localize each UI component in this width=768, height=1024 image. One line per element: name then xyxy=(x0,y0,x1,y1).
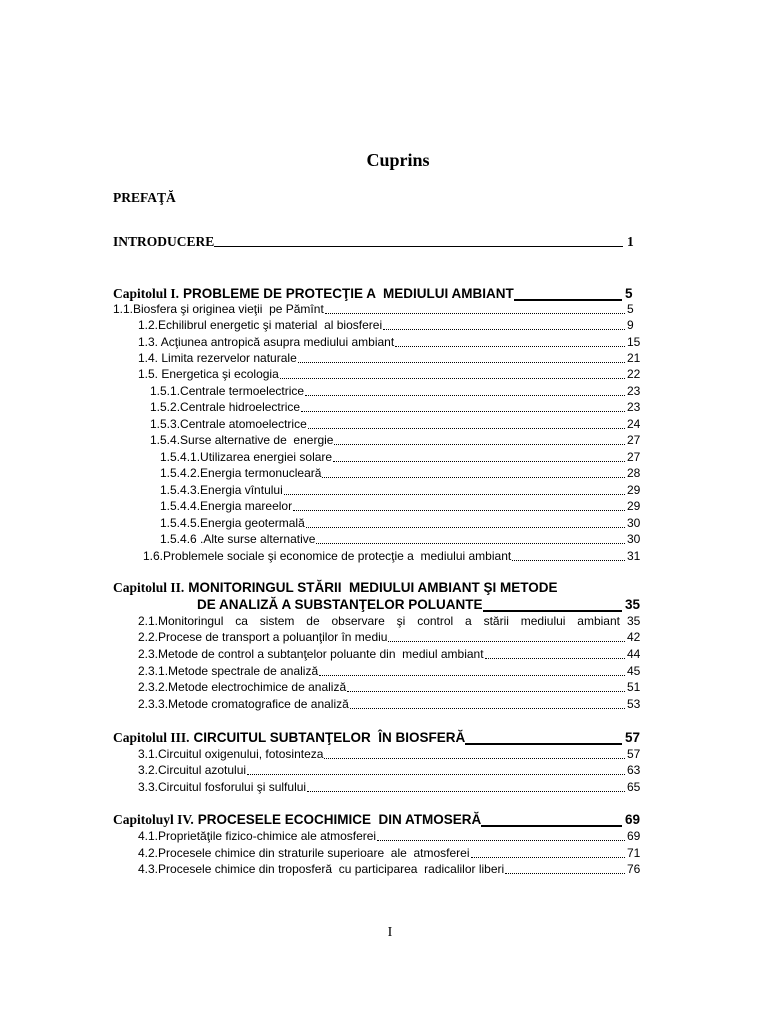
chapter-title-continued: DE ANALIZĂ A SUBSTANŢELOR POLUANTE xyxy=(197,597,483,612)
dot-leader xyxy=(333,461,625,462)
toc-entry-title: 1.3. Acţiunea antropică asupra mediului ambiant xyxy=(138,335,395,349)
toc-entry xyxy=(113,301,641,317)
toc-entry xyxy=(160,515,641,531)
toc-entry-title: 1.5. Energetica şi ecologia xyxy=(138,367,279,381)
toc-entry xyxy=(138,317,641,333)
toc-entry-title: 1.2.Echilibrul energetic şi material al biosferei xyxy=(138,318,383,332)
dot-leader xyxy=(322,477,625,478)
dot-leader xyxy=(306,527,625,528)
chapter-label: Capitolul III. xyxy=(113,730,190,745)
dot-leader xyxy=(388,641,625,642)
toc-entry-page: 51 xyxy=(627,680,641,694)
toc-entry xyxy=(160,465,641,481)
introduction-page: 1 xyxy=(627,234,634,249)
toc-entry-title: 4.1.Proprietăţile fizico-chimice ale atmosferei xyxy=(138,829,377,843)
dot-leader xyxy=(325,313,625,314)
chapter-heading xyxy=(113,285,641,302)
preface-heading: PREFAŢĂ xyxy=(113,190,176,205)
dot-leader xyxy=(307,791,625,792)
toc-entry-page: 9 xyxy=(627,318,634,332)
toc-entry xyxy=(138,828,641,844)
dot-leader xyxy=(512,560,625,561)
toc-entry xyxy=(138,696,641,712)
dot-leader xyxy=(347,691,625,692)
chapter-title: MONITORINGUL STĂRII MEDIULUI AMBIANT ŞI METODE xyxy=(188,580,558,595)
toc-entry-title: 1.5.4.Surse alternative de energie xyxy=(150,433,334,447)
dot-leader xyxy=(395,346,625,347)
toc-entry xyxy=(138,334,641,350)
toc-entry-page: 42 xyxy=(627,630,641,644)
chapter-title: PROCESELE ECOCHIMICE DIN ATMOSERĂ xyxy=(197,812,482,827)
toc-entry-page: 27 xyxy=(627,450,641,464)
toc-entry xyxy=(138,861,641,877)
toc-entry-title: 1.5.3.Centrale atomoelectrice xyxy=(150,417,307,431)
toc-entry-title: 1.6.Problemele sociale şi economice de protecţie a mediului ambiant xyxy=(143,549,512,563)
toc-entry-page: 45 xyxy=(627,664,641,678)
toc-entry-page: 63 xyxy=(627,763,641,777)
toc-entry-page: 53 xyxy=(627,697,641,711)
toc-entry xyxy=(138,646,641,662)
toc-entry xyxy=(138,613,641,629)
toc-entry xyxy=(150,399,641,415)
toc-entry xyxy=(138,350,641,366)
chapter-page: 69 xyxy=(625,812,641,827)
toc-entry-page: 71 xyxy=(627,846,641,860)
chapter-heading xyxy=(113,811,641,828)
page-number: I xyxy=(387,925,393,940)
toc-entry xyxy=(138,746,641,762)
introduction-label: INTRODUCERE xyxy=(113,234,215,249)
toc-entry-title: 1.4. Limita rezervelor naturale xyxy=(138,351,297,365)
toc-entry-title: 1.5.4.4.Energia mareelor xyxy=(160,499,293,513)
toc-entry-title: 3.2.Circuitul azotului xyxy=(138,763,247,777)
dot-leader xyxy=(293,510,625,511)
toc-entry xyxy=(138,779,641,795)
toc-entry xyxy=(138,679,641,695)
chapter-page: 5 xyxy=(625,286,633,301)
toc-entry-page: 31 xyxy=(627,549,641,563)
toc-entry-title: 2.3.2.Metode electrochimice de analiză xyxy=(138,680,347,694)
dot-leader xyxy=(377,840,625,841)
toc-entry-title: 1.5.4.5.Energia geotermală xyxy=(160,516,305,530)
toc-entry-page: 21 xyxy=(627,351,641,365)
toc-entry xyxy=(138,845,641,861)
toc-entry-page: 15 xyxy=(627,335,641,349)
dot-leader xyxy=(334,444,625,445)
dot-leader xyxy=(308,428,625,429)
chapter-page: 57 xyxy=(625,730,641,745)
toc-entry-title: 3.1.Circuitul oxigenului, fotosinteza xyxy=(138,747,324,761)
toc-entry-page: 44 xyxy=(627,647,641,661)
toc-entry xyxy=(160,498,641,514)
toc-entry xyxy=(150,416,641,432)
toc-entry-title: 2.2.Procese de transport a poluanţilor în mediu xyxy=(138,630,388,644)
dot-leader xyxy=(324,758,625,759)
toc-entry xyxy=(138,629,641,645)
toc-entry-page: 35 xyxy=(627,614,641,628)
dot-leader xyxy=(298,362,625,363)
dot-leader xyxy=(305,395,625,396)
toc-entry xyxy=(150,432,641,448)
toc-entry-page: 69 xyxy=(627,829,641,843)
toc-entry xyxy=(160,449,641,465)
chapter-label: Capitolul II. xyxy=(113,580,185,595)
chapter-label: Capitolul I. xyxy=(113,286,180,301)
page-title: Cuprins xyxy=(366,150,430,170)
chapter-label: Capitoluyl IV. xyxy=(113,812,194,827)
toc-entry-title: 1.5.4.2.Energia termonucleară xyxy=(160,466,322,480)
toc-entry-page: 57 xyxy=(627,747,641,761)
toc-entry-page: 28 xyxy=(627,466,641,480)
dot-leader xyxy=(301,411,625,412)
chapter-title: CIRCUITUL SUBTANŢELOR ÎN BIOSFERĂ xyxy=(193,730,466,745)
chapter-leader xyxy=(465,743,622,745)
dot-leader xyxy=(350,708,625,709)
toc-entry-page: 22 xyxy=(627,367,641,381)
toc-entry-page: 30 xyxy=(627,532,641,546)
toc-entry-page: 29 xyxy=(627,483,641,497)
toc-entry-title: 2.3.3.Metode cromatografice de analiză xyxy=(138,697,349,711)
toc-entry xyxy=(143,548,641,564)
toc-entry-page: 23 xyxy=(627,400,641,414)
dot-leader xyxy=(280,378,625,379)
toc-entry-title: 1.1.Biosfera şi originea vieţii pe Pămînt xyxy=(113,302,324,316)
dot-leader xyxy=(247,774,625,775)
toc-entry-title: 1.5.4.3.Energia vîntului xyxy=(160,483,283,497)
toc-entry xyxy=(138,366,641,382)
solid-leader xyxy=(214,246,623,247)
chapter-heading-continued xyxy=(197,596,641,613)
toc-entry-title: 2.3.1.Metode spectrale de analiză xyxy=(138,664,319,678)
toc-entry-page: 27 xyxy=(627,433,641,447)
toc-entry-title: 2.1.Monitoringul ca sistem de observare şi control a stării mediului ambiant xyxy=(138,614,620,628)
dot-leader xyxy=(383,329,625,330)
introduction-row xyxy=(113,233,641,250)
dot-leader xyxy=(471,857,626,858)
chapter-heading xyxy=(113,729,641,746)
toc-entry-title: 3.3.Circuitul fosforului şi sulfului xyxy=(138,780,307,794)
toc-entry xyxy=(160,531,641,547)
toc-entry-title: 4.3.Procesele chimice din troposferă cu participarea radicalilor liberi xyxy=(138,862,505,876)
dot-leader xyxy=(485,658,625,659)
toc-entry-page: 23 xyxy=(627,384,641,398)
toc-entry-title: 1.5.4.1.Utilizarea energiei solare xyxy=(160,450,333,464)
toc-entry-page: 76 xyxy=(627,862,641,876)
dot-leader xyxy=(505,873,625,874)
toc-entry-page: 30 xyxy=(627,516,641,530)
toc-entry-page: 65 xyxy=(627,780,641,794)
toc-entry xyxy=(160,482,641,498)
chapter-leader xyxy=(481,825,622,827)
toc-entry-title: 1.5.2.Centrale hidroelectrice xyxy=(150,400,301,414)
toc-entry xyxy=(150,383,641,399)
chapter-page: 35 xyxy=(625,597,641,612)
toc-entry-page: 29 xyxy=(627,499,641,513)
chapter-title: PROBLEME DE PROTECŢIE A MEDIULUI AMBIANT xyxy=(183,286,514,301)
toc-entry-page: 5 xyxy=(627,302,634,316)
chapter-heading xyxy=(113,579,641,596)
toc-entry-title: 1.5.4.6 .Alte surse alternative xyxy=(160,532,316,546)
toc-entry-title: 2.3.Metode de control a subtanţelor poluante din mediul ambiant xyxy=(138,647,484,661)
dot-leader xyxy=(284,494,625,495)
toc-entry-title: 1.5.1.Centrale termoelectrice xyxy=(150,384,305,398)
dot-leader xyxy=(316,543,625,544)
toc-entry-title: 4.2.Procesele chimice din straturile superioare ale atmosferei xyxy=(138,846,470,860)
toc-entry xyxy=(138,663,641,679)
toc-entry xyxy=(138,762,641,778)
dot-leader xyxy=(319,675,625,676)
chapter-leader xyxy=(483,610,623,612)
toc-entry-page: 24 xyxy=(627,417,641,431)
